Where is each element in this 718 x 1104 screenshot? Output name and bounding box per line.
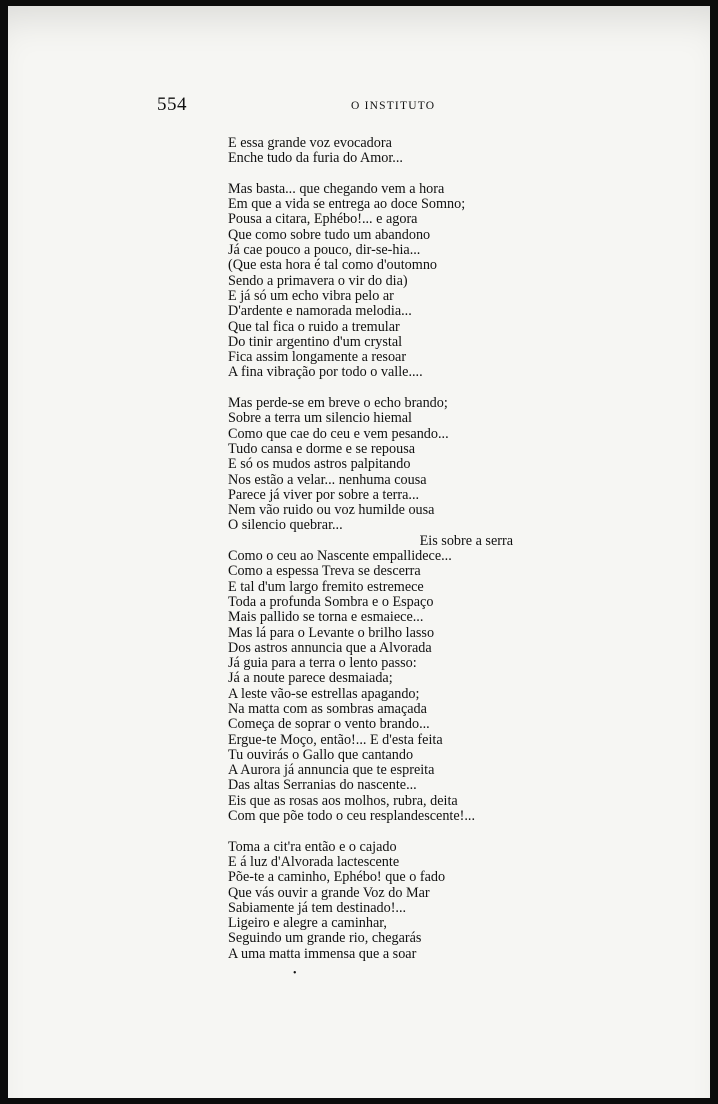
- poem-line: Das altas Serranias do nascente...: [228, 777, 417, 794]
- poem-line: Mais pallido se torna e esmaiece...: [228, 609, 424, 626]
- poem-line: Que tal fica o ruido a tremular: [228, 318, 400, 335]
- poem-line: Ligeiro e alegre a caminhar,: [228, 915, 387, 932]
- poem-line: E só os mudos astros palpitando: [228, 456, 411, 473]
- poem-line: Na matta com as sombras amaçada: [228, 700, 427, 717]
- poem-line: E á luz d'Alvorada lactescente: [228, 853, 400, 870]
- poem-line: Ergue-te Moço, então!... E d'esta feita: [228, 731, 443, 748]
- poem-line: Toma a cit'ra então e o cajado: [228, 838, 397, 855]
- book-page: [8, 6, 710, 1098]
- printer-mark-dot: •: [293, 968, 297, 979]
- poem-line: Já a noute parece desmaiada;: [228, 670, 393, 687]
- page-number: 554: [157, 94, 187, 115]
- poem-line: Fica assim longamente a resoar: [228, 349, 407, 366]
- stanza: [228, 136, 528, 167]
- poem-line: Tu ouvirás o Gallo que cantando: [228, 746, 414, 763]
- poem-line: A uma matta immensa que a soar: [228, 945, 417, 962]
- poem-line: Nem vão ruido ou voz humilde ousa: [228, 502, 435, 519]
- poem-line: Como que cae do ceu e vem pesando...: [228, 425, 449, 442]
- poem-line: Enche tudo da furia do Amor...: [228, 150, 403, 167]
- poem-line: Como o ceu ao Nascente empallidece...: [228, 548, 452, 565]
- poem-line: Mas basta... que chegando vem a hora: [228, 180, 445, 197]
- poem-line: Já cae pouco a pouco, dir-se-hia...: [228, 242, 421, 259]
- poem-line: Pousa a citara, Ephébo!... e agora: [228, 211, 418, 228]
- poem-line: E essa grande voz evocadora: [228, 135, 392, 151]
- poem-line: Sobre a terra um silencio hiemal: [228, 410, 412, 427]
- poem-line: Tudo cansa e dorme e se repousa: [228, 440, 416, 457]
- poem-line: Seguindo um grande rio, chegarás: [228, 930, 422, 947]
- poem-line: Mas perde-se em breve o echo brando;: [228, 395, 448, 412]
- poem-line: Põe-te a caminho, Ephébo! que o fado: [228, 869, 446, 886]
- poem-line: Já guia para a terra o lento passo:: [228, 655, 417, 672]
- poem-line: Toda a profunda Sombra e o Espaço: [228, 593, 434, 610]
- poem-line: (Que esta hora é tal como d'outomno: [228, 257, 438, 274]
- poem-line: Em que a vida se entrega ao doce Somno;: [228, 196, 466, 213]
- poem-line: Eis que as rosas aos molhos, rubra, deita: [228, 792, 458, 809]
- poem-line: Parece já viver por sobre a terra...: [228, 486, 420, 503]
- poem-line: Como a espessa Treva se descerra: [228, 563, 421, 580]
- poem-line: D'ardente e namorada melodia...: [228, 303, 412, 320]
- poem-line: O silencio quebrar...: [228, 517, 343, 534]
- poem-line: E já só um echo vibra pelo ar: [228, 287, 394, 304]
- poem-line: E tal d'um largo fremito estremece: [228, 578, 424, 595]
- stanza: [228, 396, 528, 824]
- poem-line: A fina vibração por todo o valle....: [228, 364, 423, 381]
- poem-line: Sabiamente já tem destinado!...: [228, 899, 407, 916]
- poem-line: Do tinir argentino d'um crystal: [228, 333, 403, 350]
- poem-body: [228, 136, 528, 977]
- poem-line: Dos astros annuncia que a Alvorada: [228, 639, 432, 656]
- running-title: O INSTITUTO: [351, 100, 436, 112]
- poem-line: Que vás ouvir a grande Voz do Mar: [228, 884, 430, 901]
- poem-line: A Aurora já annuncia que te espreita: [228, 762, 435, 779]
- poem-line: Com que põe todo o ceu resplandescente!...: [228, 808, 476, 825]
- poem-line: Começa de soprar o vento brando...: [228, 716, 430, 733]
- poem-line: Que como sobre tudo um abandono: [228, 226, 431, 243]
- poem-line: Sendo a primavera o vir do dia): [228, 272, 408, 289]
- poem-line: A leste vão-se estrellas apagando;: [228, 685, 420, 702]
- stanza: [228, 182, 528, 381]
- poem-line-indented: Eis sobre a serra: [419, 532, 513, 549]
- poem-line: Mas lá para o Levante o brilho lasso: [228, 624, 435, 641]
- poem-line: Nos estão a velar... nenhuma cousa: [228, 471, 427, 488]
- stanza: [228, 840, 528, 962]
